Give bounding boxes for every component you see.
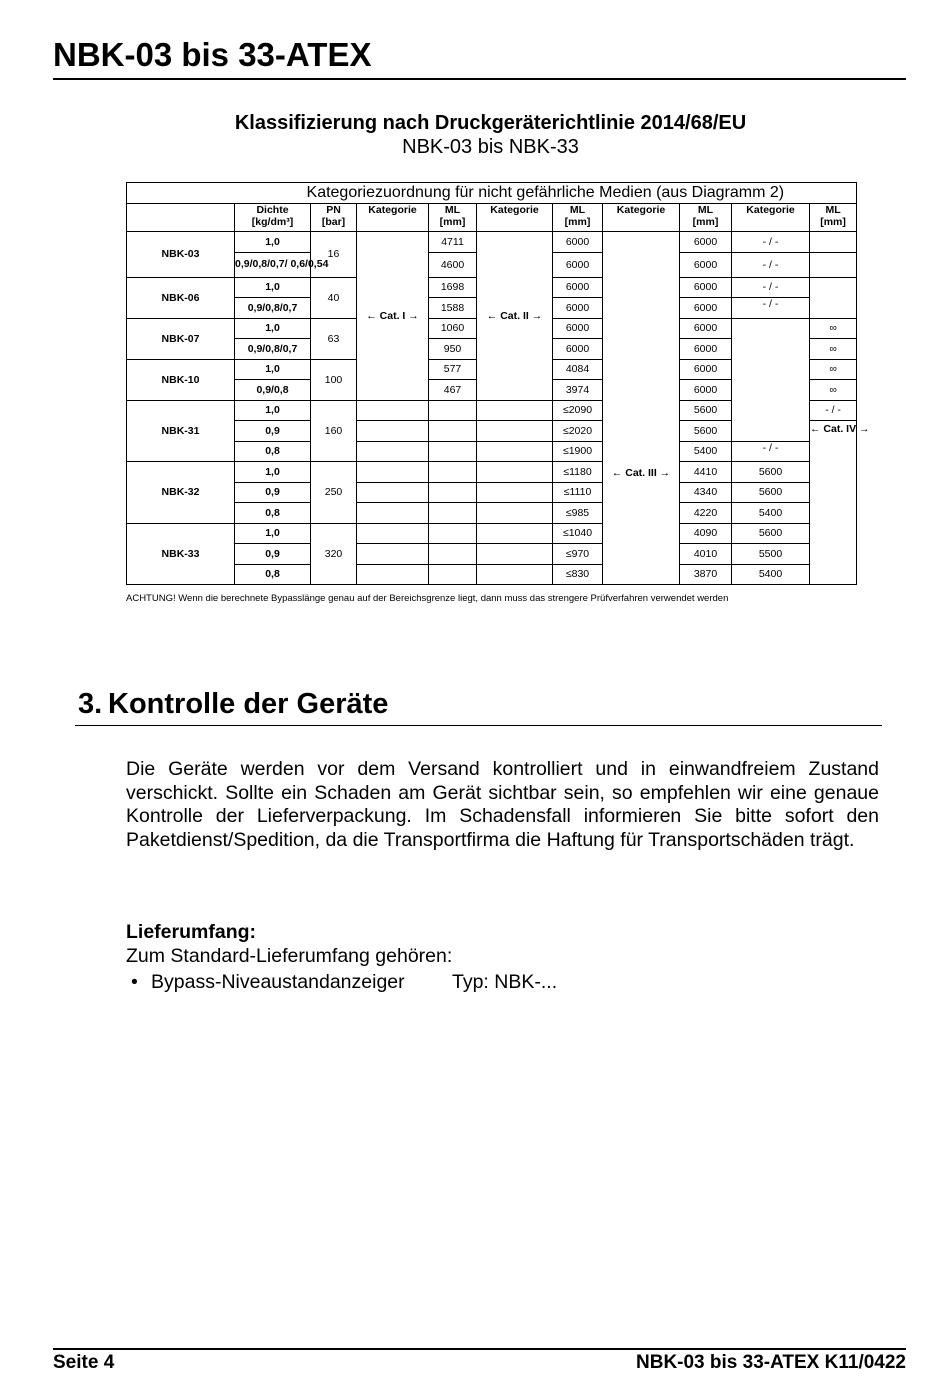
dichte-cell: 0,9 <box>235 421 311 442</box>
empty-cell <box>429 482 477 503</box>
device-name: NBK-03 <box>127 232 235 278</box>
k4-cell: - / - <box>732 277 810 298</box>
category-1-cell: ← Cat. I → <box>357 232 429 401</box>
k4-cell: - / - <box>732 252 810 277</box>
empty-cell <box>477 523 553 544</box>
dichte-cell: 1,0 <box>235 232 311 253</box>
header-ml-3: ML [mm] <box>680 204 732 232</box>
pn-cell: 100 <box>311 359 357 400</box>
dichte-cell: 1,0 <box>235 462 311 483</box>
ml4-cell: 5400 <box>732 564 810 585</box>
device-name: NBK-32 <box>127 462 235 524</box>
dichte-cell: 1,0 <box>235 400 311 421</box>
empty-cell <box>429 400 477 421</box>
empty-cell <box>477 441 553 462</box>
k4-blank-cell <box>732 318 810 441</box>
ml4-cell: 5600 <box>732 462 810 483</box>
ml2-cell: 6000 <box>553 339 603 360</box>
empty-cell <box>357 544 429 565</box>
pn-cell: 160 <box>311 400 357 462</box>
empty-cell <box>357 400 429 421</box>
section-title: Kontrolle der Geräte <box>108 688 389 720</box>
ml4-cell: 5600 <box>732 523 810 544</box>
pn-cell: 320 <box>311 523 357 585</box>
ml2-cell: ≤1900 <box>553 441 603 462</box>
ml2-cell: 6000 <box>553 277 603 298</box>
pn-cell: 63 <box>311 318 357 359</box>
ml3-cell: 5400 <box>680 441 732 462</box>
ml3-cell: 4340 <box>680 482 732 503</box>
ml1-cell: 950 <box>429 339 477 360</box>
empty-cell <box>429 544 477 565</box>
classification-subheading: NBK-03 bis NBK-33 <box>402 136 579 158</box>
ml4-cell: ∞ <box>810 380 857 401</box>
ml3-cell: 4410 <box>680 462 732 483</box>
list-item: Bypass-Niveaustandanzeiger <box>151 971 405 993</box>
dichte-cell: 0,9/0,8/0,7/ 0,6/0,54 <box>235 252 311 277</box>
category-4-cell: ← Cat. IV → <box>810 421 857 585</box>
dichte-cell: 1,0 <box>235 359 311 380</box>
ml3-cell: 5600 <box>680 400 732 421</box>
ml3-cell: 6000 <box>680 252 732 277</box>
header-kategorie-1: Kategorie <box>357 204 429 232</box>
ml3-cell: 4220 <box>680 503 732 524</box>
ml2-cell: ≤985 <box>553 503 603 524</box>
empty-cell <box>357 503 429 524</box>
document-reference: NBK-03 bis 33-ATEX K11/0422 <box>636 1352 906 1373</box>
pn-cell: 16 <box>311 232 357 278</box>
empty-cell <box>357 421 429 442</box>
ml2-cell: ≤970 <box>553 544 603 565</box>
ml2-cell: ≤830 <box>553 564 603 585</box>
classification-heading: Klassifizierung nach Druckgeräterichtlinie 2014/68/EU <box>234 112 747 134</box>
ml3-cell: 4090 <box>680 523 732 544</box>
ml2-cell: 6000 <box>553 318 603 339</box>
empty-cell <box>429 462 477 483</box>
dichte-cell: 0,8 <box>235 441 311 462</box>
dichte-cell: 0,8 <box>235 564 311 585</box>
ml4-cell: ∞ <box>810 339 857 360</box>
section-rule <box>75 725 882 726</box>
empty-cell <box>357 482 429 503</box>
empty-cell <box>429 421 477 442</box>
header-kategorie-2: Kategorie <box>477 204 553 232</box>
header-kategorie-3: Kategorie <box>603 204 680 232</box>
dichte-cell: 0,9/0,8/0,7 <box>235 298 311 319</box>
header-kategorie-4: Kategorie <box>732 204 810 232</box>
k4-cell: - / - <box>732 298 810 319</box>
ml2-cell: 6000 <box>553 232 603 253</box>
empty-cell <box>429 441 477 462</box>
ml3-cell: 6000 <box>680 339 732 360</box>
device-name: NBK-06 <box>127 277 235 318</box>
page-number: Seite 4 <box>53 1352 115 1373</box>
empty-cell <box>477 482 553 503</box>
ml3-cell: 6000 <box>680 380 732 401</box>
ml4-cell: 5600 <box>732 482 810 503</box>
empty-cell <box>357 564 429 585</box>
category-table <box>126 182 870 585</box>
ml2-cell: ≤1040 <box>553 523 603 544</box>
ml2-cell: 6000 <box>553 252 603 277</box>
category-2-cell: ← Cat. II → <box>477 232 553 401</box>
caption-blank <box>127 183 235 204</box>
ml3-cell: 6000 <box>680 232 732 253</box>
empty-cell <box>477 421 553 442</box>
ml3-cell: 6000 <box>680 359 732 380</box>
dichte-cell: 1,0 <box>235 277 311 298</box>
header-ml-1: ML [mm] <box>429 204 477 232</box>
ml2-cell: 3974 <box>553 380 603 401</box>
ml4-cell: 5500 <box>732 544 810 565</box>
ml1-cell: 1060 <box>429 318 477 339</box>
dichte-cell: 0,9 <box>235 482 311 503</box>
empty-cell <box>477 564 553 585</box>
device-name: NBK-31 <box>127 400 235 462</box>
section-number: 3. <box>78 688 103 720</box>
lieferumfang-text: Zum Standard-Lieferumfang gehören: <box>126 945 453 967</box>
header-dichte: Dichte [kg/dm³] <box>235 204 311 232</box>
empty-cell <box>429 503 477 524</box>
ml2-cell: ≤2090 <box>553 400 603 421</box>
dichte-cell: 0,8 <box>235 503 311 524</box>
ml2-cell: ≤2020 <box>553 421 603 442</box>
ml1-cell: 1588 <box>429 298 477 319</box>
ml2-cell: 4084 <box>553 359 603 380</box>
header-pn: PN [bar] <box>311 204 357 232</box>
ml2-cell: 6000 <box>553 298 603 319</box>
ml1-cell: 4600 <box>429 252 477 277</box>
bullet-icon: • <box>131 971 138 993</box>
page-title: NBK-03 bis 33-ATEX <box>53 36 372 73</box>
ml3-cell: 6000 <box>680 277 732 298</box>
ml4-cell: ∞ <box>810 318 857 339</box>
ml3-cell: 6000 <box>680 298 732 319</box>
empty-cell <box>357 462 429 483</box>
device-name: NBK-07 <box>127 318 235 359</box>
ml1-cell: 1698 <box>429 277 477 298</box>
device-name: NBK-33 <box>127 523 235 585</box>
empty-cell <box>429 564 477 585</box>
ml1-cell: 577 <box>429 359 477 380</box>
pn-cell: 250 <box>311 462 357 524</box>
footer-rule <box>53 1348 906 1350</box>
ml3-cell: 4010 <box>680 544 732 565</box>
ml4-cell: ∞ <box>810 359 857 380</box>
ml4-cell: - / - <box>732 441 810 462</box>
pn-cell: 40 <box>311 277 357 318</box>
ml3-cell: 3870 <box>680 564 732 585</box>
ml4-cell: 5400 <box>732 503 810 524</box>
lieferumfang-title: Lieferumfang: <box>126 921 257 943</box>
k4-cell: - / - <box>732 232 810 253</box>
empty-cell <box>357 523 429 544</box>
category-3-cell: ← Cat. III → <box>603 232 680 585</box>
section-body: Die Geräte werden vor dem Versand kontrolliert und in einwandfreiem Zustand verschickt. Sollte ein Schaden am Gerät sichtbar sein, so empfehlen wir eine genaue Kontrolle der Lieferverpackung. Im Schadensfall informieren Sie bitte sofort den Paketdienst/Spedition, da die Transportfirma die Haftung für Transportschäden trägt. <box>126 758 879 852</box>
empty-cell <box>477 544 553 565</box>
ml4-cell <box>810 252 857 277</box>
empty-cell <box>477 503 553 524</box>
ml4-cell <box>810 232 857 253</box>
table-caption: Kategoriezuordnung für nicht gefährliche Medien (aus Diagramm 2) <box>235 183 857 204</box>
empty-cell <box>429 523 477 544</box>
ml2-cell: ≤1180 <box>553 462 603 483</box>
dichte-cell: 0,9 <box>235 544 311 565</box>
device-name: NBK-10 <box>127 359 235 400</box>
empty-cell <box>477 462 553 483</box>
ml4-cell: - / - <box>810 400 857 421</box>
dichte-cell: 0,9/0,8 <box>235 380 311 401</box>
dichte-cell: 1,0 <box>235 523 311 544</box>
ml1-cell: 4711 <box>429 232 477 253</box>
header-ml-2: ML [mm] <box>553 204 603 232</box>
list-item-type: Typ: NBK-... <box>452 971 558 993</box>
dichte-cell: 0,9/0,8/0,7 <box>235 339 311 360</box>
table-note: ACHTUNG! Wenn die berechnete Bypasslänge genau auf der Bereichsgrenze liegt, dann muss das strengere Prüfverfahren verwendet werden <box>126 593 729 604</box>
header-ml-4: ML [mm] <box>810 204 857 232</box>
empty-cell <box>477 400 553 421</box>
ml1-cell: 467 <box>429 380 477 401</box>
ml4-cell <box>810 277 857 318</box>
ml3-cell: 6000 <box>680 318 732 339</box>
empty-cell <box>357 441 429 462</box>
header-blank <box>127 204 235 232</box>
header-rule <box>53 78 906 80</box>
dichte-cell: 1,0 <box>235 318 311 339</box>
ml2-cell: ≤1110 <box>553 482 603 503</box>
ml3-cell: 5600 <box>680 421 732 442</box>
